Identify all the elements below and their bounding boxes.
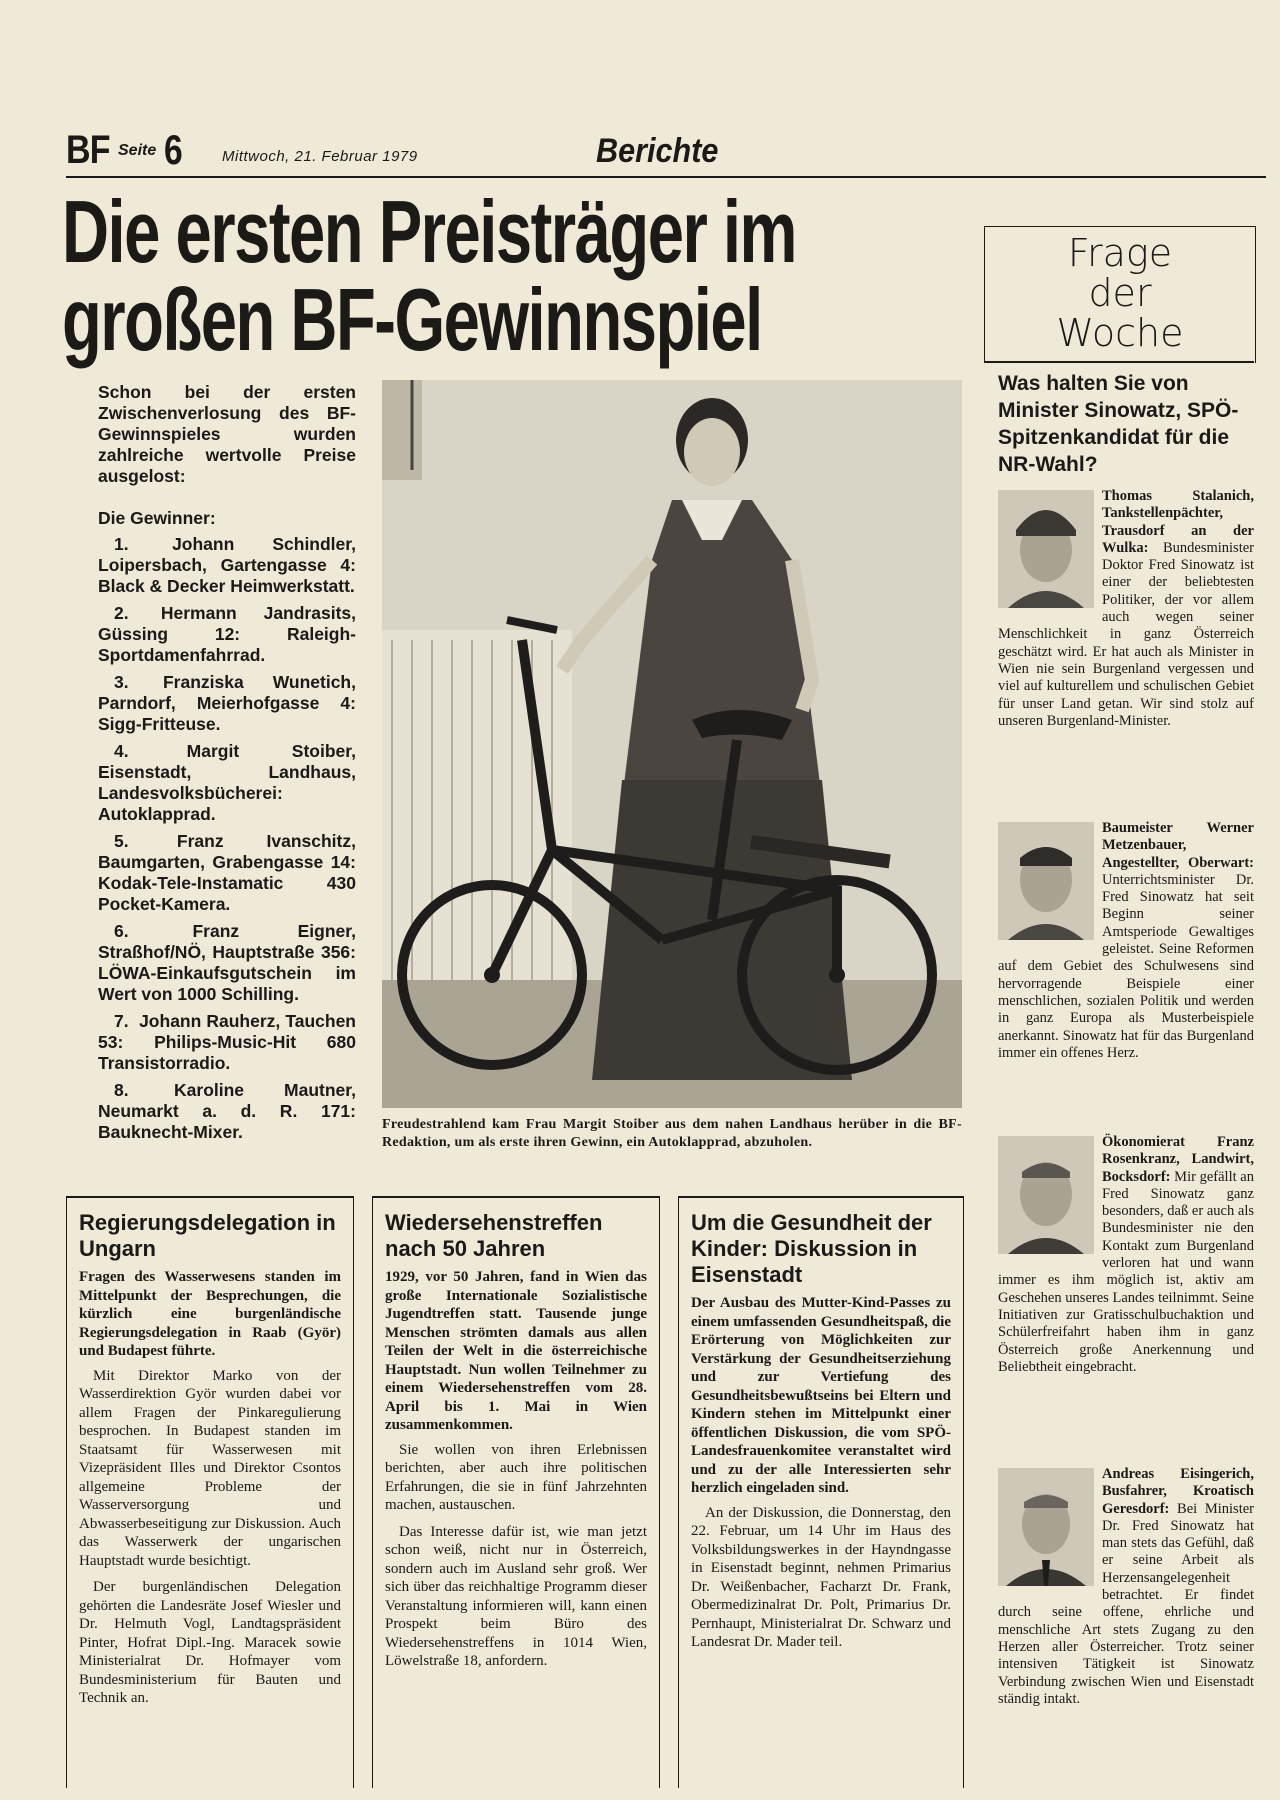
winner-item: 5. Franz Ivanschitz, Baumgarten, Grabengasse 14: Kodak-Tele-Instamatic 430 Pocket-Kamera. — [98, 831, 356, 914]
masthead-rule — [66, 176, 1266, 178]
response-item — [998, 1134, 1254, 1376]
frage-der-woche-box — [984, 226, 1256, 363]
respondent-name: Ökonomierat Franz Rosenkranz, Landwirt, Bocksdorf: — [1102, 1134, 1254, 1185]
article-body — [691, 1504, 951, 1652]
page-number: 6 — [164, 126, 183, 173]
masthead — [66, 128, 1266, 176]
respondent-name: Thomas Stalanich, Tankstellenpächter, Trausdorf an der Wulka: — [1102, 488, 1254, 556]
article-body — [79, 1367, 341, 1708]
article-lead: 1929, vor 50 Jahren, fand in Wien das große Internationale Sozialistische Jugendtreffen statt. Tausende junge Menschen strömten damals aus allen Teilen der Welt in die österreichische Hauptstadt. Nun wollen Teilnehmer zu einem Wiedersehenstreffen vom 28. April bis 1. Mai in Wien zusammenkommen. — [385, 1269, 647, 1433]
article-body — [385, 1441, 647, 1671]
winner-item: 8. Karoline Mautner, Neumarkt a. d. R. 171: Bauknecht-Mixer. — [98, 1080, 356, 1142]
frage-rule — [984, 361, 1254, 363]
winner-item: 2. Hermann Jandrasits, Güssing 12: Raleigh-Sportdamenfahrrad. — [98, 603, 356, 665]
response-text: Bei Minister Dr. Fred Sinowatz hat man stets das Gefühl, daß er seine Arbeit als Herzensangelegenheit betrachtet. Er findet durch seine offene, ehrliche und menschliche Art stets Zugang zu den Herzen aller Österreicher. Trotz seiner intensiven Tätigkeit ist Sinowatz Verbindung zwischen Wien und Eisenstadt ständig intakt. — [998, 1500, 1254, 1707]
winner-item: 7. Johann Rauherz, Tauchen 53: Philips-Music-Hit 680 Transistorradio. — [98, 1011, 356, 1073]
winners-list — [98, 534, 356, 1149]
section-title: Berichte — [596, 132, 719, 170]
headline-line-1: Die ersten Preisträger im — [62, 182, 796, 281]
response-item — [998, 820, 1254, 1062]
article-title: Wiedersehenstreffen nach 50 Jahren — [385, 1210, 603, 1261]
winner-item: 3. Franziska Wunetich, Parndorf, Meierhofgasse 4: Sigg-Fritteuse. — [98, 672, 356, 734]
frage-title: Frage der Woche — [1056, 231, 1184, 355]
portrait-photo — [998, 822, 1094, 940]
article-title: Regierungsdelegation in Ungarn — [79, 1210, 336, 1261]
article-paragraph: Sie wollen von ihren Erlebnissen berichten, aber auch ihre politischen Erfahrungen, die sie in fünf Jahrzehnten machen, austauschen. — [385, 1441, 647, 1513]
response-item — [998, 488, 1254, 730]
winner-item: 4. Margit Stoiber, Eisenstadt, Landhaus, Landesvolksbücherei: Autoklapprad. — [98, 741, 356, 824]
weekly-question: Was halten Sie von Minister Sinowatz, SPÖ-Spitzenkandidat für die NR-Wahl? — [998, 372, 1239, 476]
main-headline — [62, 182, 796, 369]
article-paragraph: Der burgenländischen Delegation gehörten die Landesräte Josef Wiesler und Dr. Helmuth Vogl, Landtagspräsident Pinter, Hofrat Dipl.-Ing. Maracek sowie Ministerialrat Dr. Hofmayer vom Bundesministerium für Bauten und Technik an. — [79, 1579, 341, 1706]
article-wiedersehenstreffen — [372, 1196, 660, 1788]
article-lead: Fragen des Wasserwesens standen im Mittelpunkt der Besprechungen, die kürzlich eine burgenländische Regierungsdelegation in Raab (Györ) und Budapest führte. — [79, 1269, 341, 1359]
winner-photo — [382, 380, 962, 1108]
intro-text: Schon bei der ersten Zwischenverlosung des BF-Gewinnspieles wurden zahlreiche wertvolle Preise ausgelost: — [98, 382, 356, 486]
respondent-name: Baumeister Werner Metzenbauer, Angestellter, Oberwart: — [1102, 820, 1254, 871]
article-paragraph: Das Interesse dafür ist, wie man jetzt schon weiß, nicht nur in Österreich, sondern auch im Ausland sehr groß. Wer sich über das reichhaltige Programm dieser Veranstaltung informieren will, kann einen Prospekt beim Büro des Wiedersehenstreffens in 1014 Wien, Löwelstraße 18, anfordern. — [385, 1523, 647, 1669]
article-paragraph: An der Diskussion, die Donnerstag, den 22. Februar, um 14 Uhr im Haus des Volksbildungswerkes in der Hayndngasse in Eisenstadt beginnt, nehmen Primarius Dr. Weißenbacher, Facharzt Dr. Frank, Obermedizinalrat Dr. Polt, Primarius Dr. Pernhaupt, Ministerialrat Dr. Schwarz und Landesrat Dr. Mader teil. — [691, 1504, 951, 1650]
respondent-name: Andreas Eisingerich, Busfahrer, Kroatisch Geresdorf: — [1102, 1466, 1254, 1517]
article-regierungsdelegation — [66, 1196, 354, 1788]
article-lead: Der Ausbau des Mutter-Kind-Passes zu einem umfassenden Gesundheitspaß, die Erörterung von Möglichkeiten zur Verstärkung der Gesundheitserziehung und zur Vertiefung des Gesundheitsbewußtseins bei Eltern und Kindern stehen im Mittelpunkt einer öffentlichen Diskussion, die vom SPÖ-Landesfrauenkomitee veranstaltet wird und zu der alle Interessierten sehr herzlich eingeladen sind. — [691, 1295, 951, 1496]
winners-heading: Die Gewinner: — [98, 508, 216, 528]
article-gesundheit-kinder — [678, 1196, 964, 1788]
response-item — [998, 1466, 1254, 1708]
portrait-photo — [998, 490, 1094, 608]
page-label: Seite — [118, 142, 157, 159]
article-title: Um die Gesundheit der Kinder: Diskussion in Eisenstadt — [691, 1210, 932, 1287]
bf-logo: BF — [66, 128, 110, 172]
response-text: Bundesminister Doktor Fred Sinowatz ist einer der beliebtesten Politiker, der vor allem auch wegen seiner Menschlichkeit in ganz Österreich geschätzt wird. Er hat auch als Minister in Wien nie sein Burgenland vergessen und viel auf kulturellem und schulischen Gebiet für unser Land getan. Wir sind stolz auf unseren Burgenland-Minister. — [998, 539, 1254, 729]
winner-item: 6. Franz Eigner, Straßhof/NÖ, Hauptstraße 356: LÖWA-Einkaufsgutschein im Wert von 1000 Schilling. — [98, 921, 356, 1004]
response-text: Unterrichtsminister Dr. Fred Sinowatz hat seit Beginn seiner Amtsperiode Gewaltiges geleistet. Seine Reformen auf dem Gebiet des Schulwesens sind hervorragende Beispiele einer menschlichen, sozialen Politik und werden in ganz Europa als Musterbeispiele anerkannt. Sinowatz hat für das Burgenland immer ein offenes Herz. — [998, 871, 1254, 1061]
headline-line-2: großen BF-Gewinnspiel — [62, 270, 762, 369]
portrait-photo — [998, 1136, 1094, 1254]
issue-date: Mittwoch, 21. Februar 1979 — [222, 148, 418, 165]
article-paragraph: Mit Direktor Marko von der Wasserdirektion Györ wurden dabei vor allem Fragen der Pinkaregulierung besprochen. In Budapest standen im Staatsamt für Wasserwesen mit Vizepräsident Illes und Direktor Csontos allgemeine Probleme der Wasserversorgung und Abwasserbeseitigung zur Diskussion. Auch das Wasserwerk der ungarischen Hauptstadt wurde besichtigt. — [79, 1367, 341, 1569]
portrait-photo — [998, 1468, 1094, 1586]
winner-item: 1. Johann Schindler, Loipersbach, Gartengasse 4: Black & Decker Heimwerkstatt. — [98, 534, 356, 596]
photo-caption: Freudestrahlend kam Frau Margit Stoiber aus dem nahen Landhaus herüber in die BF-Redaktion, um als erste ihren Gewinn, ein Autoklapprad, abzuholen. — [382, 1117, 962, 1150]
response-text: Mir gefällt an Fred Sinowatz ganz besonders, daß er auch als Bundesminister nie den Kontakt zum Burgenland verloren hat und wann immer es ihm möglich ist, aktiv am Geschehen unseres Landes teilnimmt. Seine Initiativen zur Gratisschulbuchaktion und Schülerfreifahrt haben ihm in ganz Österreich große Anerkennung und Beliebtheit eingebracht. — [998, 1168, 1254, 1375]
